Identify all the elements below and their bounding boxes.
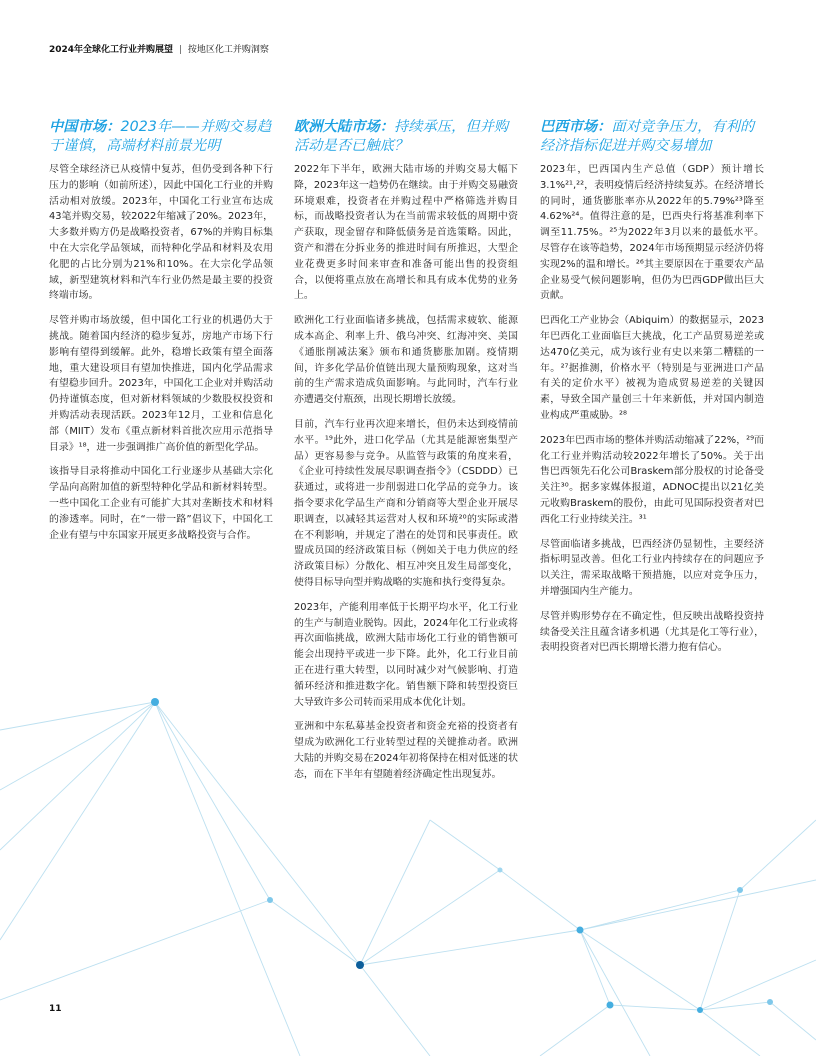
brazil-market-column	[540, 118, 764, 665]
brazil-market-heading: 巴西市场：面对竞争压力，有利的经济指标促进并购交易增加	[540, 119, 755, 154]
report-title: 2024年全球化工行业并购展望	[49, 45, 174, 55]
section-subtitle: 按地区化工并购洞察	[187, 45, 269, 55]
paragraph: 2023年，产能利用率低于长期平均水平，化工行业的生产与制造业脱钩。因此，2024年化工行业或将再次面临挑战，欧洲大陆市场化工行业的销售额可能会出现持平或进一步下降。此外，化工行业目前正在进行重大转型，以同时减少对气候影响、打造循环经济和推进数字化。销售额下降和转型投资巨大导致许多公司转而采用成本优化计划。	[294, 601, 518, 708]
paragraph: 该指导目录将推动中国化工行业逐步从基础大宗化学品向高附加值的新型特种化学品和新材料转型。一些中国化工企业有可能扩大其对垄断技术和材料的渗透率。同时，在“一带一路”倡议下，中国化工企业有望与中东国家开展更多战略投资与合作。	[49, 466, 273, 541]
paragraph: 巴西化工产业协会（Abiquim）的数据显示，2023年巴西化工业面临巨大挑战，化工产品贸易逆差或达470亿美元，成为该行业有史以来第二糟糕的一年。²⁷据推测，价格水平（特别是与亚洲进口产品有关的定价水平）被视为造成贸易逆差的关键因素，导致全国产量创三十年来新低，并对国内制造业构成严重威胁。²⁸	[540, 315, 764, 421]
china-market-heading: 中国市场：2023年——并购交易趋于谨慎，高端材料前景光明	[49, 119, 272, 154]
paragraph: 目前，汽车行业再次迎来增长，但仍未达到疫情前水平。¹⁹此外，进口化学品（尤其是能源密集型产品）更容易参与竞争。从监管与政策的角度来看，《企业可持续性发展尽职调查指令》（CSDDD）已获通过，或将进一步削弱进口化学品的竞争力。该指令要求化学品生产商和分销商等大型企业开展尽职调查，以减轻其运营对人权和环境²⁰的实际或潜在不利影响，并规定了潜在的处罚和民事责任。欧盟成员国的经济政策目标（例如关于电力供应的经济政策目标）分散化、相互冲突且发生局部变化，使得目标导向型并购战略的实施和执行变得复杂。	[294, 418, 518, 588]
header-divider: |	[178, 45, 182, 55]
paragraph: 2022年下半年，欧洲大陆市场的并购交易大幅下降，2023年这一趋势仍在继续。由于并购交易融资环境艰难，投资者在并购过程中严格筛选并购目标，而战略投资者认为在当前需求较低的周期中资产获取，现金留存和降低债务是首选策略。因此，资产和潜在分拆业务的推进时间有所推迟，大型企业花费更多时间来审查和准备可能出售的投资组合，以便将重点放在高增长和具有成本优势的业务上。	[294, 164, 518, 302]
paragraph: 尽管并购形势存在不确定性，但反映出战略投资持续备受关注且蕴含诸多机遇（尤其是化工等行业），表明投资者对巴西长期增长潜力抱有信心。	[540, 610, 764, 654]
paragraph: 欧洲化工行业面临诸多挑战，包括需求疲软、能源成本高企、利率上升、俄乌冲突、红海冲突、美国《通胀削减法案》颁布和通货膨胀加剧。疫情期间，许多化学品价值链出现大量预购现象，这对当前的生产需求造成负面影响。与此同时，汽车行业亦遭遇交付瓶颈，出现长期增长放缓。	[294, 315, 518, 406]
paragraph: 尽管并购市场放缓，但中国化工行业的机遇仍大于挑战。随着国内经济的稳步复苏，房地产市场下行影响有望得到缓解。此外，稳增长政策有望全面落地，重大建设项目有望加快推进，国内化学品需求有望稳步回升。2023年，中国化工企业对并购活动仍持谨慎态度，但对新材料领域的少数股权投资和并购活动表现活跃。2023年12月，工业和信息化部（MIIT）发布《重点新材料首批次应用示范指导目录》¹⁸，进一步强调推广高价值的新型化学品。	[49, 315, 273, 453]
continental-europe-column	[294, 118, 518, 791]
paragraph: 2023年，巴西国内生产总值（GDP）预计增长3.1%²¹,²²，表明疫情后经济持续复苏。在经济增长的同时，通货膨胀率亦从2022年的5.79%²³降至4.62%²⁴。值得注意的是，巴西央行将基准利率下调至11.75%。²⁵为2022年3月以来的最低水平。尽管存在该等趋势，2024年市场预期显示经济仍将实现2%的温和增长。²⁶其主要原因在于重要农产品企业易受气候问题影响，但仍为巴西GDP做出巨大贡献。	[540, 164, 764, 302]
page-number: 11	[49, 1004, 62, 1014]
paragraph: 2023年巴西市场的整体并购活动缩减了22%，²⁹而化工行业并购活动较2022年增长了50%。关于出售巴西领先石化公司Braskem部分股权的讨论备受关注³⁰。据多家媒体报道，ADNOC提出以21亿美元收购Braskem的股份，由此可见国际投资者对巴西化工行业持续关注。³¹	[540, 434, 764, 525]
europe-market-heading: 欧洲大陆市场：持续承压，但并购活动是否已触底？	[294, 119, 509, 154]
paragraph: 亚洲和中东私募基金投资者和资金充裕的投资者有望成为欧洲化工行业转型过程的关键推动者。欧洲大陆的并购交易在2024年初将保持在相对低迷的状态，而在下半年有望随着经济确定性出现复苏。	[294, 721, 518, 780]
china-market-column	[49, 118, 273, 552]
page-header	[49, 44, 269, 56]
paragraph: 尽管全球经济已从疫情中复苏，但仍受到各种下行压力的影响（如前所述），因此中国化工行业的并购活动相对放缓。2023年，中国化工行业宣布达成43笔并购交易，较2022年缩减了20%。2023年，大多数并购方仍是战略投资者，67%的并购目标集中在大宗化学品领域，而特种化学品和材料及农用化肥的占比分别为21%和10%。在大宗化学品领域，新型建筑材料和汽车行业仍然是最主要的投资终端市场。	[49, 164, 273, 302]
paragraph: 尽管面临诸多挑战，巴西经济仍显韧性，主要经济指标明显改善。但化工行业内持续存在的问题应予以关注，需采取战略干预措施，以应对竞争压力，并增强国内生产能力。	[540, 538, 764, 597]
